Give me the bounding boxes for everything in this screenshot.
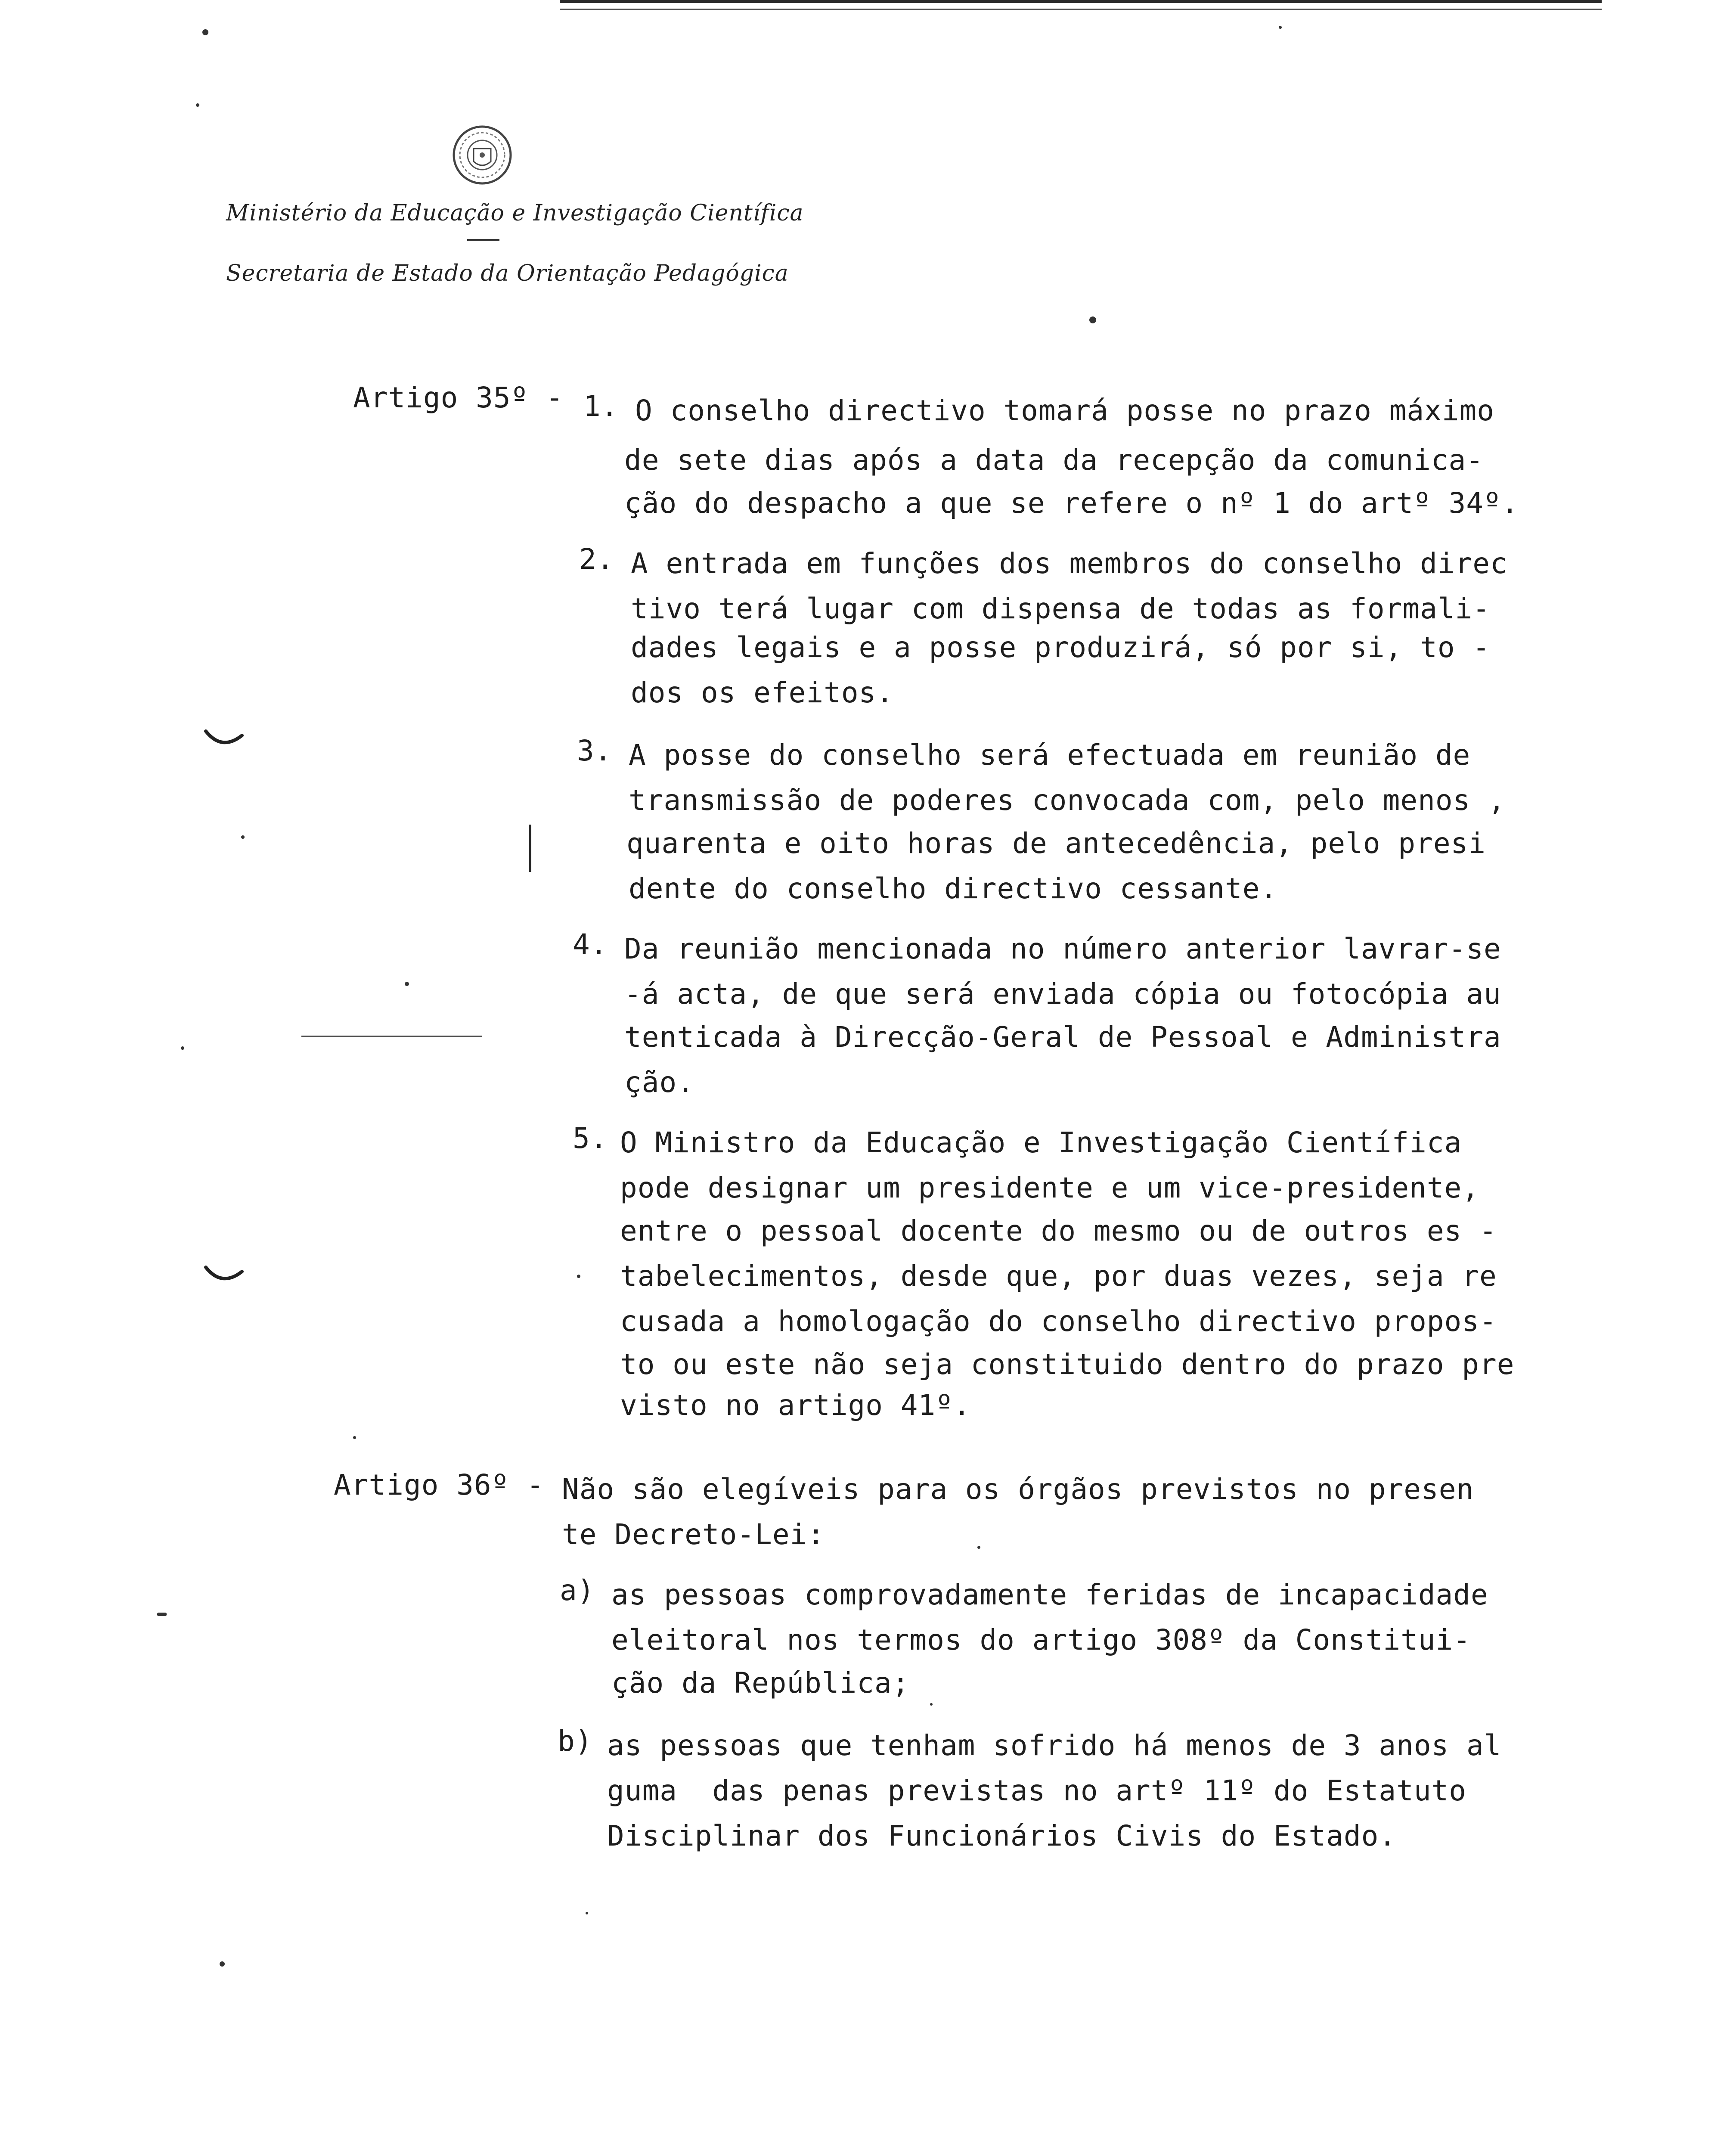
scan-speck bbox=[157, 1613, 167, 1616]
scan-speck bbox=[977, 1546, 980, 1549]
text-line: transmissão de poderes convocada com, pelo menos , bbox=[629, 784, 1506, 817]
scan-speck bbox=[577, 1275, 580, 1278]
text-line: eleitoral nos termos do artigo 308º da Constitui- bbox=[611, 1623, 1471, 1657]
text-line: de sete dias após a data da recepção da comunica- bbox=[624, 444, 1484, 477]
scan-speck bbox=[586, 1912, 588, 1914]
text-line: tabelecimentos, desde que, por duas vezes, seja re bbox=[620, 1260, 1497, 1293]
item-number: 2. bbox=[579, 543, 614, 576]
text-line: te Decreto-Lei: bbox=[562, 1518, 825, 1551]
text-line: tenticada à Direcção-Geral de Pessoal e Administra bbox=[624, 1021, 1501, 1054]
hole-punch-mark bbox=[202, 728, 245, 754]
text-line: to ou este não seja constituido dentro do prazo pre bbox=[620, 1348, 1515, 1381]
scan-speck bbox=[930, 1703, 933, 1706]
scan-speck bbox=[1089, 316, 1096, 323]
text-line: Disciplinar dos Funcionários Civis do Estado. bbox=[607, 1819, 1397, 1852]
letterhead-secretariat: Secretaria de Estado da Orientação Pedagógica bbox=[226, 261, 789, 286]
text-line: O Ministro da Educação e Investigação Científica bbox=[620, 1126, 1462, 1159]
text-line: as pessoas comprovadamente feridas de incapacidade bbox=[611, 1578, 1488, 1611]
text-line: cusada a homologação do conselho directivo propos- bbox=[620, 1305, 1497, 1338]
item-number: a) bbox=[560, 1574, 595, 1607]
scan-speck bbox=[181, 1046, 184, 1050]
top-border-rule bbox=[560, 0, 1602, 3]
letterhead-divider bbox=[467, 239, 499, 241]
hole-punch-mark bbox=[202, 1264, 245, 1290]
item-number: 1. bbox=[583, 390, 619, 423]
text-line: Da reunião mencionada no número anterior lavrar-se bbox=[624, 932, 1501, 965]
text-line: ção. bbox=[624, 1066, 694, 1099]
text-line: entre o pessoal docente do mesmo ou de outros es - bbox=[620, 1214, 1497, 1247]
item-number: 3. bbox=[577, 734, 612, 767]
text-line: A entrada em funções dos membros do conselho direc bbox=[631, 547, 1508, 580]
text-line: Não são elegíveis para os órgãos previstos no presen bbox=[562, 1473, 1474, 1506]
item-number: 5. bbox=[573, 1122, 608, 1155]
scan-speck bbox=[1279, 26, 1282, 29]
item-number: b) bbox=[558, 1725, 593, 1758]
scan-speck bbox=[241, 835, 245, 839]
text-line: pode designar um presidente e um vice-presidente, bbox=[620, 1171, 1480, 1204]
text-line: -á acta, de que será enviada cópia ou fotocópia au bbox=[624, 977, 1501, 1011]
text-line: visto no artigo 41º. bbox=[620, 1389, 971, 1422]
scan-speck bbox=[202, 29, 208, 35]
text-line: ção da República; bbox=[611, 1666, 910, 1700]
margin-mark bbox=[529, 825, 531, 872]
letterhead-ministry: Ministério da Educação e Investigação Científica bbox=[226, 200, 804, 226]
margin-dash bbox=[301, 1036, 482, 1037]
article-35-heading: Artigo 35º - bbox=[353, 381, 581, 414]
text-line: O conselho directivo tomará posse no prazo máximo bbox=[635, 394, 1495, 427]
scan-speck bbox=[405, 982, 409, 986]
scan-speck bbox=[220, 1961, 225, 1967]
text-line: A posse do conselho será efectuada em reunião de bbox=[629, 738, 1471, 772]
text-line: guma das penas previstas no artº 11º do Estatuto bbox=[607, 1774, 1467, 1807]
text-line: dos os efeitos. bbox=[631, 676, 894, 709]
text-line: as pessoas que tenham sofrido há menos de 3 anos al bbox=[607, 1729, 1502, 1762]
article-36-heading: Artigo 36º - bbox=[334, 1468, 562, 1502]
coat-of-arms-seal bbox=[450, 123, 515, 187]
text-line: dente do conselho directivo cessante. bbox=[629, 872, 1278, 905]
text-line: tivo terá lugar com dispensa de todas as formali- bbox=[631, 592, 1491, 625]
top-border-rule-shadow bbox=[560, 9, 1602, 10]
text-line: dades legais e a posse produzirá, só por si, to - bbox=[631, 631, 1491, 664]
text-line: quarenta e oito horas de antecedência, pelo presi bbox=[626, 827, 1486, 860]
scan-speck bbox=[353, 1436, 356, 1439]
text-line: ção do despacho a que se refere o nº 1 do artº 34º. bbox=[624, 487, 1519, 520]
item-number: 4. bbox=[573, 928, 608, 961]
scan-speck bbox=[196, 103, 199, 107]
